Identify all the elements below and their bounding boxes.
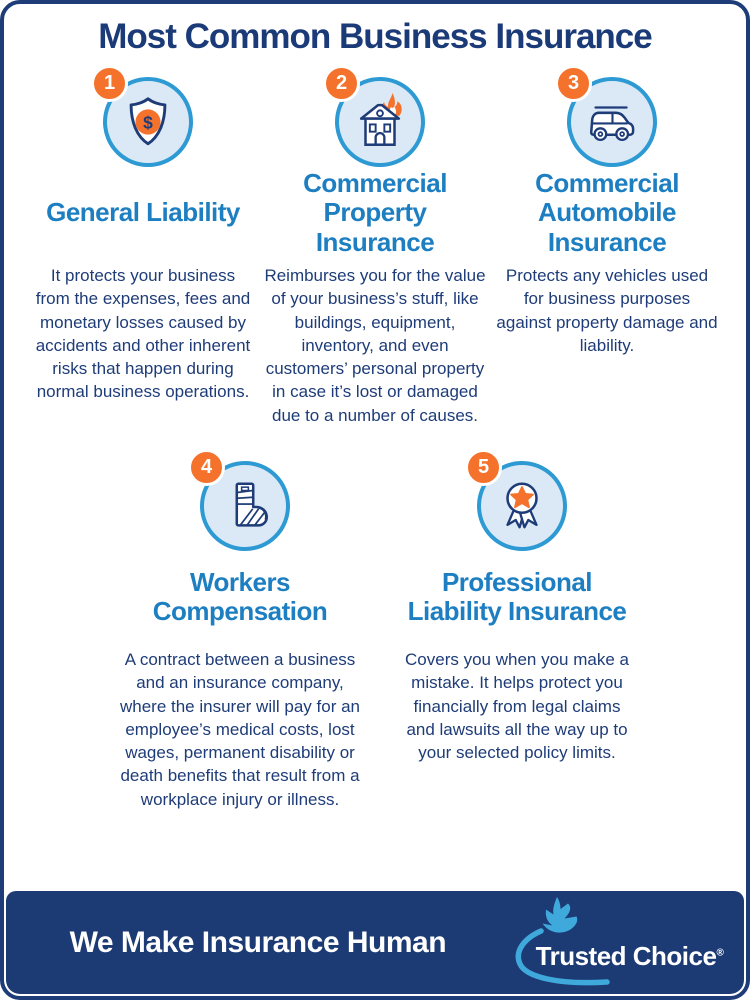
step-number-badge: 5 xyxy=(465,449,502,486)
card-description: Covers you when you make a mistake. It helps protect you financially from legal claims and lawsuits all the way up to your selected policy limits. xyxy=(405,649,629,763)
card-description: Protects any vehicles used for business purposes against property damage and liability. xyxy=(496,266,718,355)
row-top xyxy=(4,65,746,427)
burning-building-icon xyxy=(351,93,409,151)
page-title: Most Common Business Insurance xyxy=(98,17,652,56)
insurance-card-general-liability xyxy=(32,65,254,427)
step-number-badge: 4 xyxy=(188,449,225,486)
card-title: Commercial Automobile Insurance xyxy=(535,168,679,257)
footer-bar xyxy=(6,891,744,994)
step-number-badge: 2 xyxy=(323,65,360,102)
card-description: A contract between a business and an insurance company, where the insurer will pay for an employee’s medical costs, lost wages, permanent disability or death benefits that result from a workplace injury or illness. xyxy=(119,649,360,809)
card-description: It protects your business from the expenses, fees and monetary losses caused by accidents and other inherent risks that happen during normal business operations. xyxy=(35,266,251,402)
icon-badge-group xyxy=(188,449,292,551)
row-bottom xyxy=(4,449,746,811)
leg-cast-icon xyxy=(216,477,274,535)
card-description: Reimburses you for the value of your business’s stuff, like buildings, equipment, inventory, and even customers’ personal property in case it’s lost or damaged due to a number of causes. xyxy=(264,266,486,425)
icon-badge-group xyxy=(91,65,195,167)
car-icon xyxy=(583,93,641,151)
insurance-card-commercial-property xyxy=(264,65,486,427)
step-number-badge: 1 xyxy=(91,65,128,102)
award-ribbon-icon xyxy=(493,477,551,535)
insurance-card-professional-liability xyxy=(398,449,636,811)
card-title: Commercial Property Insurance xyxy=(303,168,447,257)
icon-badge-group xyxy=(465,449,569,551)
insurance-card-workers-compensation xyxy=(114,449,366,811)
registered-mark: ® xyxy=(716,947,724,959)
footer-tagline: We Make Insurance Human xyxy=(69,925,447,959)
card-title: Workers Compensation xyxy=(152,566,328,626)
card-title: General Liability xyxy=(46,197,240,228)
insurance-card-commercial-automobile xyxy=(496,65,718,427)
dollar-glyph: $ xyxy=(143,112,153,133)
logo-text: Trusted Choice xyxy=(535,941,717,971)
icon-badge-group xyxy=(323,65,427,167)
step-number-badge: 3 xyxy=(555,65,592,102)
trusted-choice-logo xyxy=(510,891,744,994)
shield-dollar-icon xyxy=(119,93,177,151)
icon-badge-group xyxy=(555,65,659,167)
card-title: Professional Liability Insurance xyxy=(407,566,627,626)
logo-wordmark xyxy=(536,941,724,972)
